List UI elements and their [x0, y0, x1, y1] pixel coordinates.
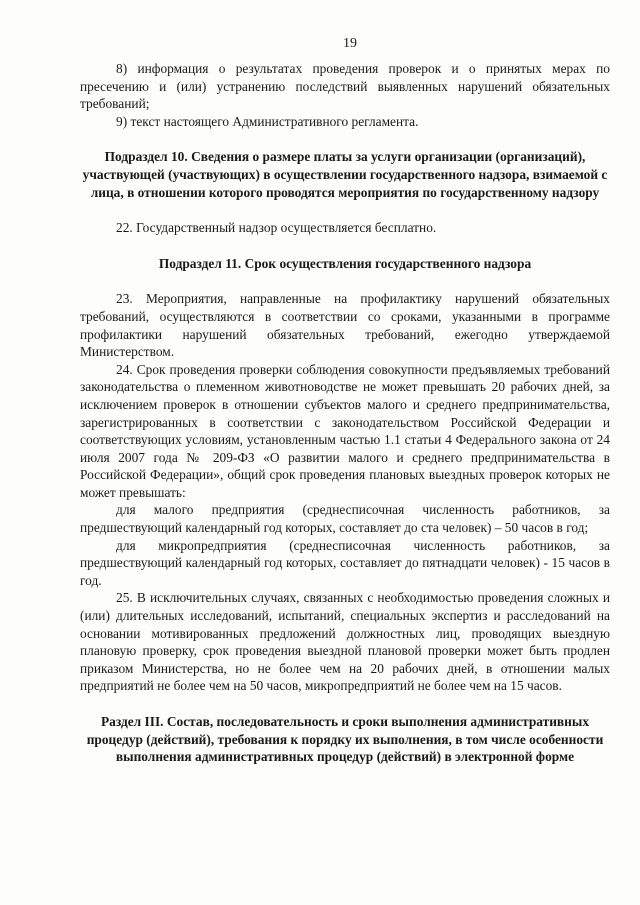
paragraph-22: 22. Государственный надзор осуществляется бесплатно. [116, 220, 437, 236]
page-number: 19 [343, 36, 357, 51]
paragraph-25: 25. В исключительных случаях, связанных с необходимостью проведения сложных и (или) длительных исследований, испытаний, специальных экспертиз и расследований на основании мотивированных предложений должностных лиц, проводящих выездную плановую проверку, срок проведения выездной плановой проверки может быть продлен приказом Министерства, но не более чем на 20 рабочих дней, в отношении малых предприятий не более чем на 50 часов, микропредприятий не более чем на 15 часов. [80, 590, 610, 694]
paragraph-item-8: 8) информация о результатах проведения проверок и о принятых мерах по пресечению и (или) устранению последствий выявленных нарушений обязательных требований; [80, 61, 610, 112]
paragraph-item-9: 9) текст настоящего Административного регламента. [116, 113, 419, 129]
paragraph-small-enterprise: для малого предприятия (среднесписочная численность работников, за предшествующий календарный год которых, составляет до ста человек) – 50 часов в год; [80, 502, 610, 536]
paragraph-micro-enterprise: для микропредприятия (среднесписочная численность работников, за предшествующий календарный год которых, составляет до пятнадцати человек) - 15 часов в год. [80, 537, 610, 588]
paragraph-24: 24. Срок проведения проверки соблюдения совокупности предъявляемых требований законодательства о племенном животноводстве не может превышать 20 рабочих дней, за исключением проверок в отношении субъектов малого и среднего предпринимательства, зарегистрированных в соответствии с законодательством Российской Федерации и соответствующих условиям, установленным частью 1.1 статьи 4 Федерального закона от 24 июля 2007 года № 209-ФЗ «О развитии малого и среднего предпринимательства в Российской Федерации», общий срок проведения плановых выездных проверок которых не может превышать: [80, 361, 610, 500]
subsection-11-heading: Подраздел 11. Срок осуществления государственного надзора [158, 255, 532, 271]
section-3-heading: Раздел III. Состав, последовательность и сроки выполнения административных процедур (действий), требования к порядку их выполнения, в том числе особенности выполнения административных процедур (действий) в электронной форме [86, 714, 604, 765]
subsection-10-heading: Подраздел 10. Сведения о размере платы за услуги организации (организаций), участвующей (участвующих) в осуществлении государственного надзора, взимаемой с лица, в отношении которого проводятся мероприятия по государственному надзору [82, 149, 608, 200]
paragraph-23: 23. Мероприятия, направленные на профилактику нарушений обязательных требований, осуществляются в соответствии со сроками, указанными в программе профилактики нарушений обязательных требований, ежегодно утверждаемой Министерством. [80, 291, 610, 360]
